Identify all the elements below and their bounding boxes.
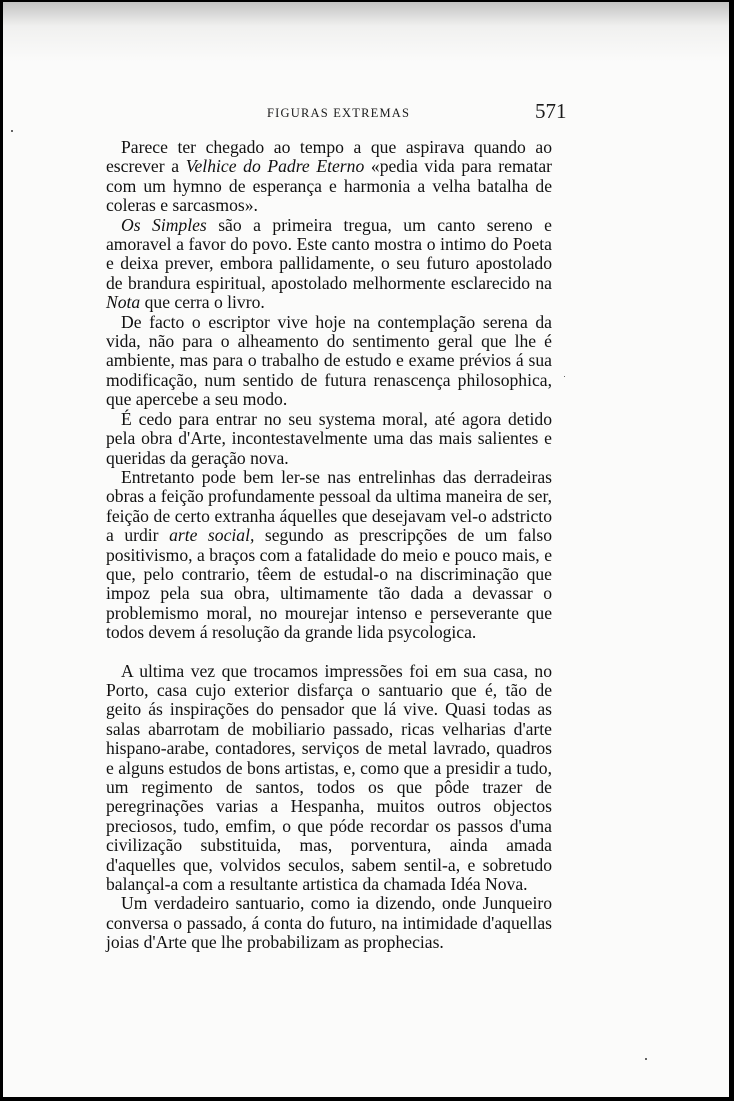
- book-page: [3, 2, 729, 1097]
- scan-speck: [564, 376, 565, 377]
- paragraph-5: Entretanto pode bem ler-se nas entrelinhas das derradeiras obras a feição profundamente pessoal da ultima maneira de ser, feição de certo extranha áquelles que desejavam vel-o adstricto a urdir arte social, segundo as prescripções de um falso positivismo, a braços com a fatalidade do meio e pouco mais, e que, pelo contrario, têem de estudal-o na discriminação que impoz pela sua obra, ultimamente tão dada a devassar o problemismo moral, no mourejar intenso e perseverante que todos devem á resolução da grande lida psycologica.: [106, 466, 552, 643]
- scan-speck: [645, 1058, 647, 1060]
- page-header: [3, 99, 729, 133]
- paragraph-7: Um verdadeiro santuario, como ia dizendo, onde Junqueiro conversa o passado, á conta do futuro, na intimidade d'aquellas joias d'Arte que lhe probabilizam as prophecias.: [106, 893, 552, 953]
- work-title: Os Simples: [121, 214, 207, 235]
- running-title: FIGURAS EXTREMAS: [267, 106, 411, 120]
- scan-speck: [11, 130, 13, 132]
- page-number: 571: [535, 99, 567, 123]
- body-text: [106, 138, 552, 953]
- scan-shadow: [3, 2, 729, 62]
- paragraph-6: A ultima vez que trocamos impressões foi em sua casa, no Porto, casa cujo exterior disfarça o santuario que é, tão de geito ás inspirações do pensador que lá vive. Quasi todas as salas abarrotam de mobiliario passado, ricas velharias d'arte hispano-arabe, contadores, serviços de metal lavrado, quadros e alguns estudos de bons artistas, e, como que a presidir a tudo, um regimento de santos, todos os que pôde trazer de peregrinações varias a Hespanha, muitos outros objectos preciosos, tudo, emfim, o que póde recordar os passos d'uma civilização substituida, mas, porventura, ainda amada d'aquelles que, volvidos seculos, sabem sentil-a, e sobretudo balançal-a com a resultante artistica da chamada Idéa Nova.: [106, 660, 552, 895]
- emphasis: arte social,: [169, 525, 255, 546]
- work-title: Velhice do Padre Eterno: [185, 156, 365, 177]
- paragraph-4: É cedo para entrar no seu systema moral, até agora detido pela obra d'Arte, incontestavelmente uma das mais salientes e queridas da geração nova.: [106, 408, 552, 468]
- paragraph-3: De facto o escriptor vive hoje na contemplação serena da vida, não para o alheamento do sentimento geral que lhe é ambiente, mas para o trabalho de estudo e exame prévios á sua modificação, num sentido de futura renascença philosophica, que apercebe a seu modo.: [106, 311, 552, 410]
- paragraph-1: Parece ter chegado ao tempo a que aspirava quando ao escrever a Velhice do Padre Eterno «pedia vida para rematar com um hymno de esperança e harmonia a velha batalha de coleras e sarcasmos».: [106, 137, 552, 216]
- work-title: Nota: [106, 292, 141, 313]
- paragraph-2: Os Simples são a primeira tregua, um canto sereno e amoravel a favor do povo. Este canto mostra o intimo do Poeta e deixa prever, embora pallidamente, o seu futuro apostolado de brandura espiritual, apostolado melhormente esclarecido na Nota que cerra o livro.: [106, 214, 552, 313]
